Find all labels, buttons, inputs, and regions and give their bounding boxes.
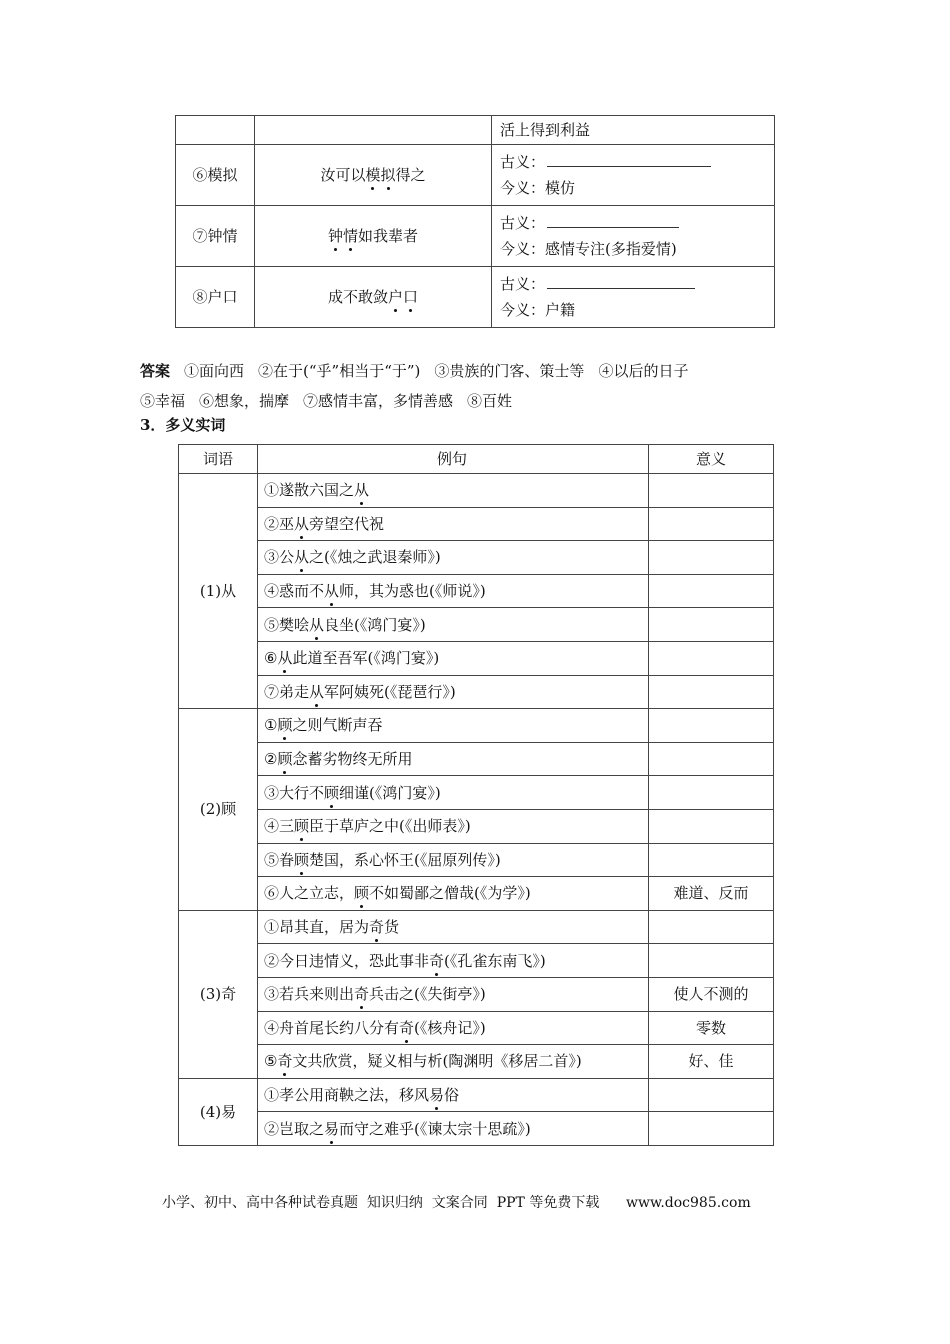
emphasized-char: 从 (294, 514, 310, 533)
emphasized-char: 奇 (369, 918, 385, 937)
answer-item: ④以后的日子 (598, 362, 689, 380)
modern-meaning-line: 今义：模仿 (500, 179, 576, 197)
table-row (179, 709, 774, 743)
table-row (179, 1011, 774, 1045)
emphasized-char: 奇 (354, 985, 370, 1004)
meaning-cell[interactable] (649, 1078, 774, 1112)
emphasized-char: 顾 (354, 884, 370, 903)
emphasized-char: 奇 (429, 951, 445, 970)
emphasized-char: 从 (354, 481, 370, 500)
answer-line-2 (140, 386, 840, 416)
meaning-cell[interactable] (649, 910, 774, 944)
table-row (179, 675, 774, 709)
meaning-cell (492, 116, 775, 145)
table-row (179, 541, 774, 575)
table-row (179, 641, 774, 675)
sentence-cell: 钟情如我辈者 (255, 206, 492, 267)
answer-item: ③贵族的门客、策士等 (434, 362, 585, 380)
word-cell: (3)奇 (179, 910, 258, 1078)
header-meaning: 意义 (649, 445, 774, 474)
meaning-cell[interactable] (649, 474, 774, 508)
meaning-cell[interactable] (649, 641, 774, 675)
ancient-meaning-line: 古义： (500, 149, 766, 175)
emphasized-char: 顾 (294, 817, 310, 836)
answer-block (140, 356, 840, 416)
emphasized-char: 奇 (399, 1018, 415, 1037)
meaning-cell[interactable] (649, 709, 774, 743)
section-heading: 3．多义实词 (140, 416, 226, 434)
header-word: 词语 (179, 445, 258, 474)
emphasized-char: 奇 (277, 1052, 293, 1071)
table-row (179, 776, 774, 810)
word-cell (176, 116, 255, 145)
example-sentence-cell: ①顾之则气断声吞 (258, 709, 649, 743)
meaning-cell[interactable]: 零数 (649, 1011, 774, 1045)
example-sentence-cell: ④惑而不从师，其为惑也(《师说》) (258, 574, 649, 608)
example-sentence-cell: ④舟首尾长约八分有奇(《核舟记》) (258, 1011, 649, 1045)
answer-item: ⑧百姓 (467, 392, 513, 410)
table-row (179, 742, 774, 776)
example-sentence-cell: ③大行不顾细谨(《鸿门宴》) (258, 776, 649, 810)
meaning-cell[interactable] (649, 507, 774, 541)
answer-blank[interactable] (547, 274, 695, 289)
table-row (179, 877, 774, 911)
example-sentence-cell: ⑥从此道至吾军(《鸿门宴》) (258, 641, 649, 675)
table-row (179, 474, 774, 508)
sentence-cell: 成不敢敛户口 (255, 267, 492, 328)
answer-item: ①面向西 (184, 362, 245, 380)
example-sentence-cell: ②岂取之易而守之难乎(《谏太宗十思疏》) (258, 1112, 649, 1146)
table-body (179, 445, 774, 1146)
table-row (179, 1045, 774, 1079)
answer-item: ⑤幸福 (140, 392, 186, 410)
emphasized-char: 顾 (324, 783, 340, 802)
ancient-meaning-line: 古义： (500, 271, 766, 297)
emphasized-char: 从 (294, 548, 310, 567)
page-footer: 小学、初中、高中各种试卷真题 知识归纳 文案合同 PPT 等免费下载 www.doc985.com (162, 1195, 751, 1211)
emphasized-char: 易 (429, 1085, 445, 1104)
example-sentence-cell: ⑥人之立志，顾不如蜀鄙之僧哉(《为学》) (258, 877, 649, 911)
emphasized-char: 顾 (277, 750, 293, 769)
meaning-cell[interactable] (649, 843, 774, 877)
example-sentence-cell: ①昂其直，居为奇货 (258, 910, 649, 944)
word-cell: (4)易 (179, 1078, 258, 1145)
ancient-modern-meaning-table (175, 115, 775, 328)
modern-meaning-line: 今义：感情专注(多指爱情) (500, 240, 677, 258)
emphasized-char: 从 (324, 582, 340, 601)
ancient-meaning-line: 古义： (500, 210, 766, 236)
table-row (179, 1112, 774, 1146)
answer-label: 答案 (140, 362, 171, 380)
continued-ancient-meaning: 活上得到利益 (500, 121, 591, 139)
example-sentence-cell: ③若兵来则出奇兵击之(《失街亭》) (258, 977, 649, 1011)
polysemous-words-table (178, 444, 774, 1146)
emphasized-char: 拟 (380, 166, 396, 184)
sentence-cell (255, 116, 492, 145)
emphasized-char: 情 (342, 227, 358, 245)
meaning-cell (492, 206, 775, 267)
example-sentence-cell: ①遂散六国之从 (258, 474, 649, 508)
table-row (179, 608, 774, 642)
example-sentence-cell: ③公从之(《烛之武退秦师》) (258, 541, 649, 575)
emphasized-char: 顾 (277, 716, 293, 735)
example-sentence-cell: ④三顾臣于草庐之中(《出师表》) (258, 809, 649, 843)
emphasized-char: 模 (365, 166, 381, 184)
emphasized-char: 户 (387, 288, 403, 306)
meaning-cell[interactable]: 使人不测的 (649, 977, 774, 1011)
emphasized-char: 从 (309, 682, 325, 701)
table-row (179, 574, 774, 608)
meaning-cell[interactable] (649, 1112, 774, 1146)
example-sentence-cell: ⑤樊哙从良坐(《鸿门宴》) (258, 608, 649, 642)
emphasized-char: 口 (403, 288, 419, 306)
meaning-cell[interactable] (649, 541, 774, 575)
table-row (179, 910, 774, 944)
example-sentence-cell: ①孝公用商鞅之法，移风易俗 (258, 1078, 649, 1112)
table-header-row (179, 445, 774, 474)
emphasized-char: 从 (277, 649, 293, 668)
example-sentence-cell: ②巫从旁望空代祝 (258, 507, 649, 541)
example-sentence-cell: ⑦弟走从军阿姨死(《琵琶行》) (258, 675, 649, 709)
table-row (179, 809, 774, 843)
meaning-cell[interactable] (649, 944, 774, 978)
meaning-cell[interactable]: 好、佳 (649, 1045, 774, 1079)
answer-line-1 (140, 356, 840, 386)
table-row (179, 843, 774, 877)
meaning-cell (492, 267, 775, 328)
example-sentence-cell: ②今日违情义，恐此事非奇(《孔雀东南飞》) (258, 944, 649, 978)
emphasized-char: 顾 (294, 850, 310, 869)
emphasized-char: 易 (324, 1119, 340, 1138)
emphasized-char: 钟 (327, 227, 343, 245)
table-row (176, 267, 775, 328)
meaning-cell[interactable]: 难道、反而 (649, 877, 774, 911)
meaning-cell[interactable] (649, 809, 774, 843)
meaning-cell[interactable] (649, 776, 774, 810)
meaning-cell[interactable] (649, 608, 774, 642)
sentence-cell: 汝可以模拟得之 (255, 145, 492, 206)
example-sentence-cell: ②顾念蓄劣物终无所用 (258, 742, 649, 776)
meaning-cell (492, 145, 775, 206)
answer-item: ⑦感情丰富，多情善感 (303, 392, 454, 410)
table-row (176, 116, 775, 145)
table-row (176, 145, 775, 206)
meaning-cell[interactable] (649, 675, 774, 709)
answer-item: ②在于(“乎”相当于“于”) (258, 362, 421, 380)
header-sentence: 例句 (258, 445, 649, 474)
modern-meaning-line: 今义：户籍 (500, 301, 576, 319)
emphasized-char: 从 (309, 615, 325, 634)
table-row (179, 977, 774, 1011)
table-row (179, 944, 774, 978)
answer-item: ⑥想象，揣摩 (199, 392, 290, 410)
word-cell: (2)顾 (179, 709, 258, 911)
example-sentence-cell: ⑤眷顾楚国，系心怀王(《屈原列传》) (258, 843, 649, 877)
meaning-cell[interactable] (649, 742, 774, 776)
meaning-cell[interactable] (649, 574, 774, 608)
table-row (179, 1078, 774, 1112)
word-cell: (1)从 (179, 474, 258, 709)
answer-blank[interactable] (547, 213, 679, 228)
table-row (179, 507, 774, 541)
word-cell: ⑦钟情 (176, 206, 255, 267)
example-sentence-cell: ⑤奇文共欣赏，疑义相与析(陶渊明《移居二首》) (258, 1045, 649, 1079)
word-cell: ⑧户口 (176, 267, 255, 328)
answer-blank[interactable] (547, 152, 711, 167)
table-row (176, 206, 775, 267)
word-cell: ⑥模拟 (176, 145, 255, 206)
